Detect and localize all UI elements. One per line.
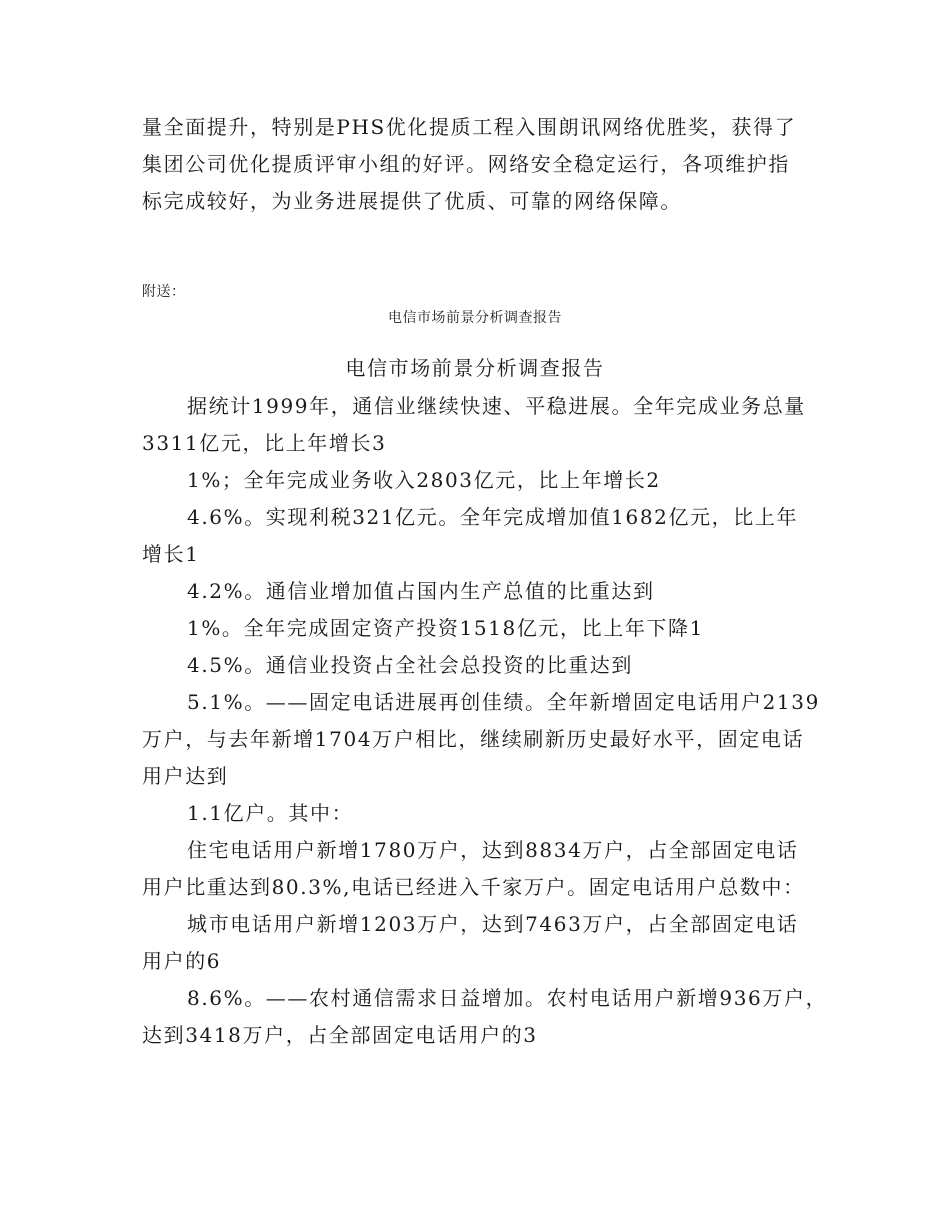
body-line-18: 达到3418万户，占全部固定电话用户的3: [142, 1023, 538, 1047]
body-line-1: 据统计1999年，通信业继续快速、平稳进展。全年完成业务总量: [187, 394, 806, 418]
body-line-9: 5.1%。——固定电话进展再创佳绩。全年新增固定电话用户2139: [187, 690, 820, 714]
report-title: 电信市场前景分析调查报告: [345, 356, 605, 380]
body-line-6: 4.2%。通信业增加值占国内生产总值的比重达到: [187, 579, 655, 603]
body-line-8: 4.5%。通信业投资占全社会总投资的比重达到: [187, 653, 634, 677]
body-line-17: 8.6%。——农村通信需求日益增加。农村电话用户新增936万户，: [187, 986, 828, 1010]
intro-line-3: 标完成较好，为业务进展提供了优质、可靠的网络保障。: [142, 189, 682, 213]
body-line-11: 用户达到: [142, 764, 229, 788]
attachment-title: 电信市场前景分析调查报告: [388, 310, 562, 326]
body-line-3: 1%；全年完成业务收入2803亿元，比上年增长2: [187, 468, 661, 492]
body-line-7: 1%。全年完成固定资产投资1518亿元，比上年下降1: [187, 616, 704, 640]
body-line-4: 4.6%。实现利税321亿元。全年完成增加值1682亿元，比上年: [187, 505, 799, 529]
body-line-15: 城市电话用户新增1203万户，达到7463万户，占全部固定电话: [187, 912, 799, 936]
body-line-5: 增长1: [142, 542, 200, 566]
intro-line-1: 量全面提升，特别是PHS优化提质工程入围朗讯网络优胜奖，获得了: [142, 115, 797, 139]
attachment-label: 附送：: [142, 284, 186, 300]
body-line-10: 万户，与去年新增1704万户相比，继续刷新历史最好水平，固定电话: [142, 727, 805, 751]
intro-line-2: 集团公司优化提质评审小组的好评。网络安全稳定运行，各项维护指: [142, 152, 790, 176]
body-line-14: 用户比重达到80.3%,电话已经进入千家万户。固定电话用户总数中：: [142, 875, 805, 899]
body-line-13: 住宅电话用户新增1780万户，达到8834万户，占全部固定电话: [187, 838, 799, 862]
body-line-12: 1.1亿户。其中：: [187, 801, 354, 825]
body-line-2: 3311亿元，比上年增长3: [142, 431, 387, 455]
body-line-16: 用户的6: [142, 949, 222, 973]
